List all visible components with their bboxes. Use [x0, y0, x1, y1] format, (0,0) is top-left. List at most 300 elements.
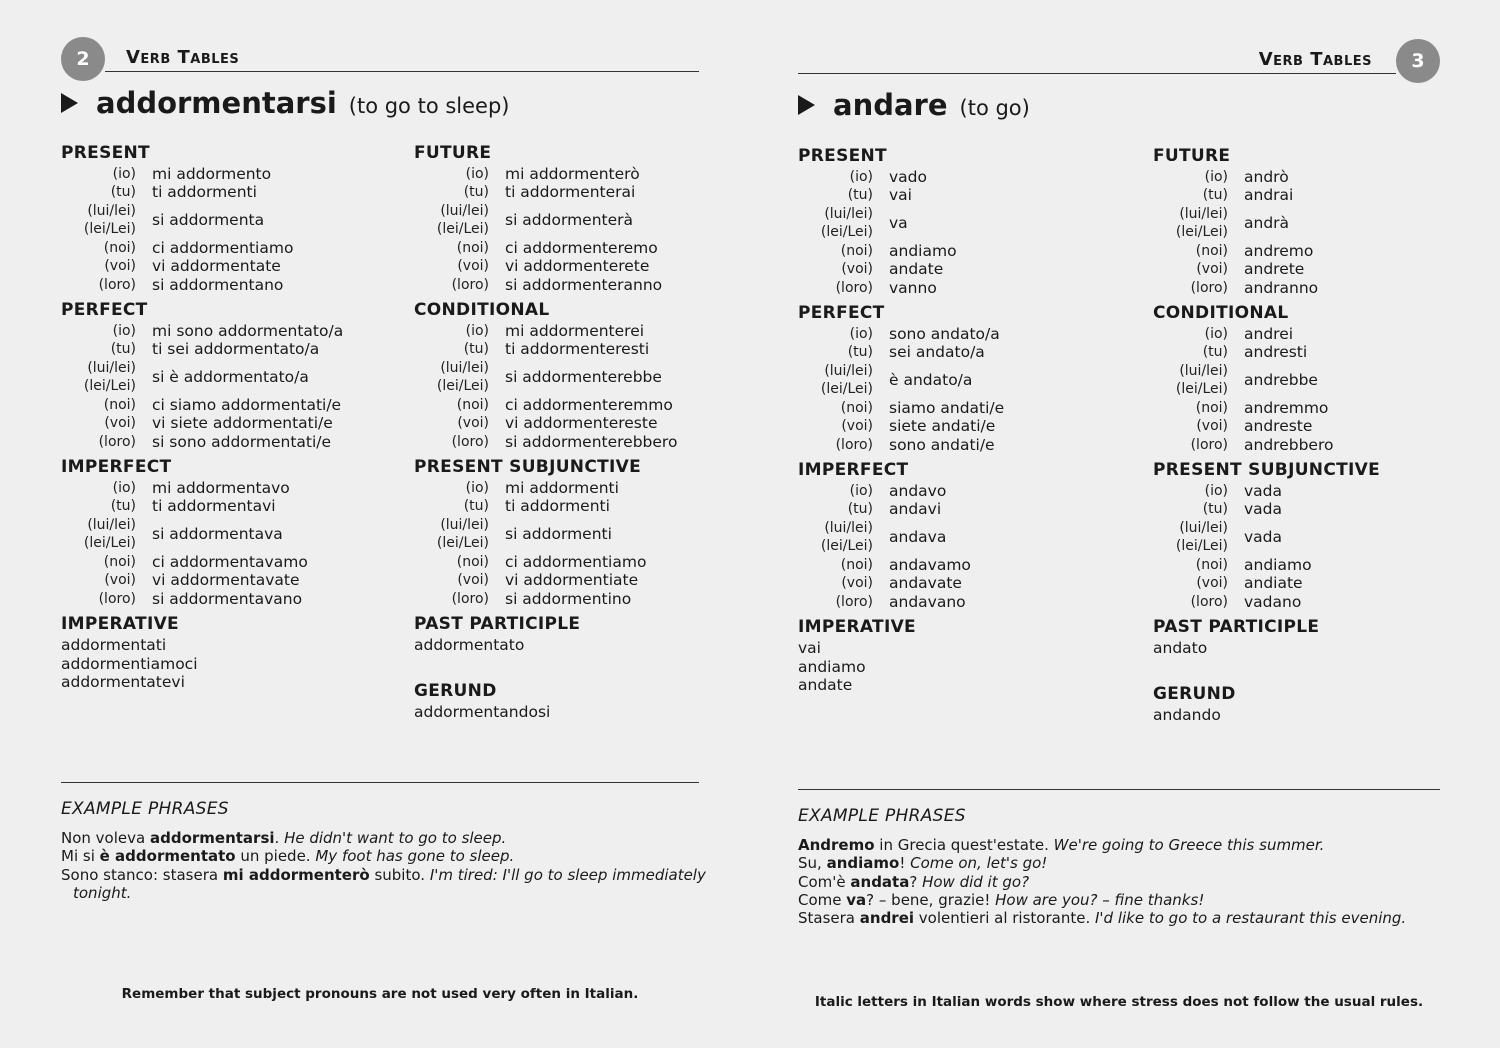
- conj-row: [414, 276, 744, 294]
- pronoun: (voi): [457, 258, 489, 275]
- conj-row: [61, 433, 391, 451]
- conj-row: [61, 359, 391, 396]
- triangle-bullet-icon: [61, 93, 78, 113]
- conj-row: [61, 239, 391, 257]
- conj-row: [414, 571, 744, 589]
- phrase-verb: addormentarsi: [149, 829, 275, 847]
- pronoun: [61, 202, 152, 238]
- pronoun: (voi): [841, 418, 873, 435]
- verb-form: vi addormentiate: [505, 571, 639, 590]
- pronoun: (io): [849, 483, 873, 500]
- pronoun: (noi): [103, 396, 136, 413]
- verb-form: si addormenterebbero: [505, 432, 678, 451]
- pronoun: (loro): [1190, 279, 1228, 296]
- conj-row: [414, 414, 744, 432]
- pronoun: (noi): [840, 556, 873, 573]
- verb-translation: (to go): [959, 96, 1030, 120]
- tense-title: PAST PARTICIPLE: [1153, 617, 1320, 638]
- verb-form: mi addormento: [152, 165, 272, 183]
- conj-row: [414, 239, 744, 257]
- verb-form: andrai: [1244, 186, 1294, 205]
- section-divider: [798, 789, 1440, 790]
- conj-row: [798, 186, 1128, 204]
- verb-infinitive: andare: [833, 88, 948, 122]
- pronoun: (tu): [847, 187, 873, 204]
- pronoun: (voi): [104, 572, 136, 589]
- pronoun-lei: (lei/Lei): [83, 535, 136, 552]
- verb-form: vanno: [889, 278, 937, 297]
- phrase-text: un piede.: [235, 847, 316, 866]
- verb-form: vi addormentavate: [152, 571, 300, 590]
- tense-future: [414, 143, 744, 294]
- example-phrase-continued: [61, 884, 701, 902]
- conj-row: [61, 276, 391, 294]
- phrase-verb: andrei: [859, 909, 915, 928]
- pronoun: (noi): [103, 239, 136, 256]
- conj-row: [1153, 242, 1483, 260]
- header-title: Verb Tables: [1258, 49, 1372, 70]
- conj-row: [1153, 556, 1483, 574]
- pronoun-lei: (lei/Lei): [83, 221, 136, 238]
- conj-row: [61, 497, 391, 515]
- tense-title: IMPERFECT: [798, 460, 909, 481]
- pronoun: (tu): [1202, 187, 1228, 204]
- tense-column-right: [1153, 146, 1483, 730]
- verb-form: addormentati: [61, 636, 167, 655]
- pronoun: (noi): [456, 239, 489, 256]
- past-participle: [1153, 617, 1483, 657]
- phrase-text: Stasera: [798, 909, 860, 928]
- pronoun-lui: (lui/lei): [1179, 520, 1228, 537]
- verb-form: andrò: [1244, 168, 1289, 186]
- pronoun: (loro): [98, 590, 136, 607]
- phrase-text: Sono stanco: stasera: [61, 865, 223, 884]
- verb-form: vado: [889, 168, 927, 186]
- verb-form: si addormenti: [505, 525, 612, 544]
- verb-form: va: [889, 214, 908, 233]
- verb-form: andavate: [889, 574, 962, 593]
- phrase-translation: He didn't want to go to sleep.: [284, 829, 507, 847]
- pronoun: (voi): [457, 572, 489, 589]
- conj-row: [1153, 168, 1483, 186]
- pronoun: (loro): [451, 276, 489, 293]
- conj-row: [414, 396, 744, 414]
- tense-imperfect: [798, 460, 1128, 611]
- phrase-translation: How did it go?: [922, 872, 1030, 891]
- pronoun-lui: (lui/lei): [440, 360, 489, 377]
- verb-form: addormentandosi: [414, 702, 551, 721]
- verb-form: ti addormenti: [152, 183, 257, 202]
- page-number-badge: 3: [1396, 39, 1440, 83]
- pronoun: [61, 516, 152, 552]
- pronoun: (tu): [847, 344, 873, 361]
- conj-row: [61, 479, 391, 497]
- verb-form: ti addormentavi: [152, 497, 276, 516]
- phrase-text: Com'è: [798, 872, 851, 891]
- phrase-verb: andiamo: [826, 854, 900, 873]
- pronoun: (tu): [1202, 344, 1228, 361]
- pronoun: (tu): [1202, 501, 1228, 518]
- pronoun: (io): [112, 480, 136, 497]
- verb-form: vadano: [1244, 592, 1302, 611]
- tense-title: PRESENT SUBJUNCTIVE: [1153, 460, 1380, 481]
- pronoun: (loro): [98, 276, 136, 293]
- verb-form: andresti: [1244, 343, 1308, 362]
- pronoun: (tu): [110, 184, 136, 201]
- pronoun-lei: (lei/Lei): [820, 538, 873, 555]
- footnote: Remember that subject pronouns are not used very often in Italian.: [121, 986, 639, 1002]
- phrase-text: in Grecia quest'estate.: [874, 836, 1054, 854]
- tense-title: PRESENT: [798, 146, 887, 166]
- pronoun-lui: (lui/lei): [824, 206, 873, 223]
- pronoun: (io): [1204, 483, 1228, 500]
- conj-row: [798, 417, 1128, 435]
- conj-row: [798, 279, 1128, 297]
- pronoun: (voi): [1196, 418, 1228, 435]
- pronoun: (voi): [104, 258, 136, 275]
- pronoun-lei: (lei/Lei): [820, 224, 873, 241]
- tense-present-subjunctive: [414, 457, 744, 608]
- pronoun: (noi): [103, 553, 136, 570]
- pronoun: (noi): [840, 242, 873, 259]
- phrase-text: .: [274, 829, 285, 847]
- verb-form: mi sono addormentato/a: [152, 322, 344, 341]
- phrase-translation: I'd like to go to a restaurant this evening.: [1094, 909, 1407, 928]
- verb-form: ci addormenteremmo: [505, 395, 673, 414]
- verb-form: andrà: [1244, 214, 1290, 233]
- phrase-text: Come: [798, 890, 847, 909]
- verb-form: sono andato/a: [889, 325, 1000, 344]
- phrase-text: volentieri al ristorante.: [914, 909, 1095, 928]
- tense-conditional: [414, 300, 744, 451]
- conj-row: [798, 343, 1128, 361]
- verb-form: ci addormentiamo: [505, 552, 647, 571]
- conj-row: [414, 322, 744, 340]
- pronoun: (voi): [841, 261, 873, 278]
- conj-row: [414, 433, 744, 451]
- conj-row: [414, 202, 744, 239]
- conj-row: [61, 183, 391, 201]
- pronoun-lui: (lui/lei): [87, 203, 136, 220]
- tense-column-left: [798, 146, 1128, 700]
- pronoun: (io): [465, 480, 489, 497]
- header-rule: [798, 73, 1396, 74]
- verb-form: ti addormenterai: [505, 183, 636, 202]
- verb-form: andrebbero: [1244, 435, 1334, 454]
- pronoun: [798, 205, 889, 241]
- verb-form: andiate: [1244, 574, 1303, 593]
- pronoun: [414, 202, 505, 238]
- pronoun-lui: (lui/lei): [824, 363, 873, 380]
- conj-row: [1153, 362, 1483, 399]
- verb-form: andavi: [889, 500, 942, 519]
- tense-imperfect: [61, 457, 391, 608]
- verb-form: si addormenterà: [505, 211, 634, 230]
- verb-form: andate: [798, 675, 853, 694]
- verb-form: andremo: [1244, 241, 1314, 260]
- verb-form: mi addormenti: [505, 479, 619, 498]
- conj-row: [798, 574, 1128, 592]
- verb-form: andavano: [889, 592, 966, 611]
- conj-row: [61, 516, 391, 553]
- pronoun-lei: (lei/Lei): [83, 378, 136, 395]
- verb-form: si addormenta: [152, 211, 265, 230]
- phrase-verb: mi addormenterò: [222, 865, 370, 884]
- verb-form: si addormentava: [152, 525, 283, 544]
- verb-form: si addormentino: [505, 589, 632, 608]
- phrase-translation: We're going to Greece this summer.: [1053, 836, 1325, 854]
- verb-form: andreste: [1244, 417, 1313, 436]
- header-rule: [105, 71, 699, 72]
- footnote: Italic letters in Italian words show where stress does not follow the usual rules.: [814, 994, 1424, 1010]
- verb-form: vi addormentate: [152, 257, 281, 276]
- tense-title: IMPERATIVE: [798, 617, 916, 638]
- past-participle: [414, 614, 744, 654]
- verb-form: ti addormenti: [505, 497, 610, 516]
- conj-row: [414, 257, 744, 275]
- phrase-translation: My foot has gone to sleep.: [315, 847, 515, 866]
- conj-row: [798, 242, 1128, 260]
- verb-form: andrebbe: [1244, 371, 1318, 390]
- verb-form: mi addormenterei: [505, 322, 645, 341]
- page-header: [61, 37, 699, 87]
- conj-row: [1153, 279, 1483, 297]
- pronoun-lui: (lui/lei): [87, 360, 136, 377]
- conj-row: [1153, 417, 1483, 435]
- conj-row: [414, 479, 744, 497]
- verb-form: andrete: [1244, 260, 1305, 279]
- tense-perfect: [61, 300, 391, 451]
- verb-form: andavo: [889, 482, 947, 501]
- tense-present-subjunctive: [1153, 460, 1483, 611]
- pronoun: (tu): [463, 184, 489, 201]
- verb-form: si addormentavano: [152, 589, 303, 608]
- example-phrase: [798, 854, 1438, 872]
- pronoun: (loro): [98, 433, 136, 450]
- conj-row: [798, 362, 1128, 399]
- tense-column-left: [61, 143, 391, 697]
- verb-form: andranno: [1244, 278, 1319, 297]
- pronoun-lei: (lei/Lei): [1175, 538, 1228, 555]
- pronoun: (noi): [1195, 399, 1228, 416]
- pronoun: [414, 359, 505, 395]
- conj-row: [1153, 574, 1483, 592]
- pronoun: (io): [1204, 169, 1228, 185]
- pronoun: (noi): [1195, 242, 1228, 259]
- verb-form: ti sei addormentato/a: [152, 340, 320, 359]
- pronoun: (io): [465, 166, 489, 182]
- verb-form: vada: [1244, 528, 1283, 547]
- tense-title: GERUND: [414, 680, 497, 701]
- tense-title: IMPERFECT: [61, 457, 172, 478]
- gerund: [414, 681, 744, 721]
- example-phrase: [61, 865, 706, 884]
- pronoun-lui: (lui/lei): [440, 203, 489, 220]
- phrase-text: !: [899, 854, 911, 873]
- conj-row: [61, 590, 391, 608]
- verb-form: è andato/a: [889, 371, 973, 390]
- phrase-translation: Come on, let's go!: [910, 854, 1048, 873]
- conj-row: [1153, 519, 1483, 556]
- example-phrase: [61, 829, 701, 847]
- phrase-translation: How are you? – fine thanks!: [995, 890, 1205, 909]
- conj-row: [1153, 399, 1483, 417]
- conj-row: [414, 183, 744, 201]
- verb-heading: [61, 86, 509, 120]
- pronoun-lui: (lui/lei): [824, 520, 873, 537]
- conj-row: [414, 165, 744, 183]
- verb-form: ci addormentiamo: [152, 238, 294, 257]
- example-phrases-title: EXAMPLE PHRASES: [61, 799, 229, 819]
- tense-imperative: [61, 614, 391, 691]
- example-phrases-title: EXAMPLE PHRASES: [798, 806, 966, 826]
- pronoun: [414, 516, 505, 552]
- tense-column-right: [414, 143, 744, 727]
- pronoun-lei: (lei/Lei): [436, 378, 489, 395]
- page-number-badge: 2: [61, 37, 105, 81]
- conj-row: [798, 482, 1128, 500]
- conj-row: [414, 553, 744, 571]
- conj-row: [61, 322, 391, 340]
- conj-row: [414, 590, 744, 608]
- section-divider: [61, 782, 699, 783]
- conj-row: [414, 516, 744, 553]
- pronoun: (noi): [840, 399, 873, 416]
- phrase-text: Mi si: [61, 847, 100, 866]
- verb-form: sei andato/a: [889, 343, 985, 362]
- conj-row: [61, 414, 391, 432]
- tense-perfect: [798, 303, 1128, 454]
- pronoun: (tu): [847, 501, 873, 518]
- conj-row: [414, 497, 744, 515]
- verb-form: andremmo: [1244, 398, 1329, 417]
- pronoun-lei: (lei/Lei): [1175, 381, 1228, 398]
- pronoun: (noi): [456, 553, 489, 570]
- verb-form: si sono addormentati/e: [152, 432, 332, 451]
- example-phrase: [798, 891, 1438, 909]
- conj-row: [1153, 186, 1483, 204]
- conj-row: [798, 260, 1128, 278]
- pronoun: (loro): [835, 436, 873, 453]
- pronoun: [798, 519, 889, 555]
- verb-form: andate: [889, 260, 944, 279]
- phrase-text: ? – bene, grazie!: [866, 890, 996, 909]
- verb-form: ci siamo addormentati/e: [152, 395, 342, 414]
- conj-row: [798, 168, 1128, 186]
- conj-row: [414, 359, 744, 396]
- conj-row: [1153, 205, 1483, 242]
- pronoun: [1153, 362, 1244, 398]
- verb-form: vi addormentereste: [505, 414, 658, 433]
- verb-translation: (to go to sleep): [348, 94, 510, 118]
- pronoun: (io): [849, 169, 873, 185]
- conj-row: [798, 556, 1128, 574]
- verb-form: siamo andati/e: [889, 398, 1005, 417]
- conj-row: [1153, 260, 1483, 278]
- conj-row: [798, 519, 1128, 556]
- pronoun: (io): [465, 323, 489, 340]
- pronoun: (loro): [835, 279, 873, 296]
- pronoun: (tu): [463, 498, 489, 515]
- verb-form: si è addormentato/a: [152, 368, 309, 387]
- verb-form: andiamo: [889, 241, 957, 260]
- verb-form: andrei: [1244, 325, 1294, 344]
- pronoun-lei: (lei/Lei): [1175, 224, 1228, 241]
- pronoun: (io): [112, 166, 136, 182]
- right-page: [750, 0, 1500, 1048]
- example-phrase: [798, 909, 1438, 927]
- pronoun: (voi): [1196, 575, 1228, 592]
- tense-title: PRESENT: [61, 143, 150, 163]
- verb-form: andava: [889, 528, 947, 547]
- verb-infinitive: addormentarsi: [96, 86, 337, 120]
- pronoun: (noi): [456, 396, 489, 413]
- pronoun-lei: (lei/Lei): [820, 381, 873, 398]
- conj-row: [61, 165, 391, 183]
- conj-row: [61, 202, 391, 239]
- conj-row: [61, 396, 391, 414]
- phrase-text: subito.: [369, 865, 430, 884]
- verb-form: ci addormenteremo: [505, 238, 658, 257]
- example-phrase: [798, 873, 1438, 891]
- conj-row: [1153, 436, 1483, 454]
- conj-row: [61, 257, 391, 275]
- conj-row: [1153, 343, 1483, 361]
- example-phrase: [798, 836, 1438, 854]
- phrase-verb: va: [846, 890, 867, 909]
- pronoun: (loro): [1190, 593, 1228, 610]
- phrase-translation: I'm tired: I'll go to sleep immediately: [429, 865, 706, 884]
- verb-form: siete andati/e: [889, 417, 996, 436]
- verb-form: si addormenterebbe: [505, 368, 662, 387]
- verb-form: addormentato: [414, 636, 525, 655]
- conj-row: [61, 340, 391, 358]
- tense-imperative: [798, 617, 1128, 694]
- pronoun-lui: (lui/lei): [1179, 363, 1228, 380]
- pronoun: [798, 362, 889, 398]
- pronoun: (loro): [451, 433, 489, 450]
- conj-row: [798, 205, 1128, 242]
- gerund: [1153, 684, 1483, 724]
- pronoun-lei: (lei/Lei): [436, 535, 489, 552]
- conj-row: [798, 325, 1128, 343]
- verb-form: ci addormentavamo: [152, 552, 308, 571]
- pronoun-lei: (lei/Lei): [436, 221, 489, 238]
- pronoun: (voi): [457, 415, 489, 432]
- verb-form: vada: [1244, 500, 1283, 519]
- verb-form: andavamo: [889, 555, 971, 574]
- conj-row: [798, 436, 1128, 454]
- pronoun: (loro): [451, 590, 489, 607]
- tense-title: IMPERATIVE: [61, 614, 179, 635]
- verb-form: andiamo: [1244, 555, 1312, 574]
- verb-form: ti addormenteresti: [505, 340, 650, 359]
- pronoun-lui: (lui/lei): [440, 517, 489, 534]
- conj-row: [1153, 593, 1483, 611]
- pronoun-lui: (lui/lei): [87, 517, 136, 534]
- pronoun: [61, 359, 152, 395]
- pronoun: (tu): [110, 498, 136, 515]
- triangle-bullet-icon: [798, 95, 815, 115]
- verb-form: andando: [1153, 705, 1221, 724]
- conj-row: [798, 593, 1128, 611]
- tense-title: FUTURE: [1153, 146, 1231, 166]
- pronoun: (io): [849, 326, 873, 343]
- example-phrase: [61, 847, 701, 865]
- phrase-text: ?: [909, 872, 923, 891]
- phrase-text: Non voleva: [61, 829, 150, 847]
- verb-form: vai: [798, 639, 821, 658]
